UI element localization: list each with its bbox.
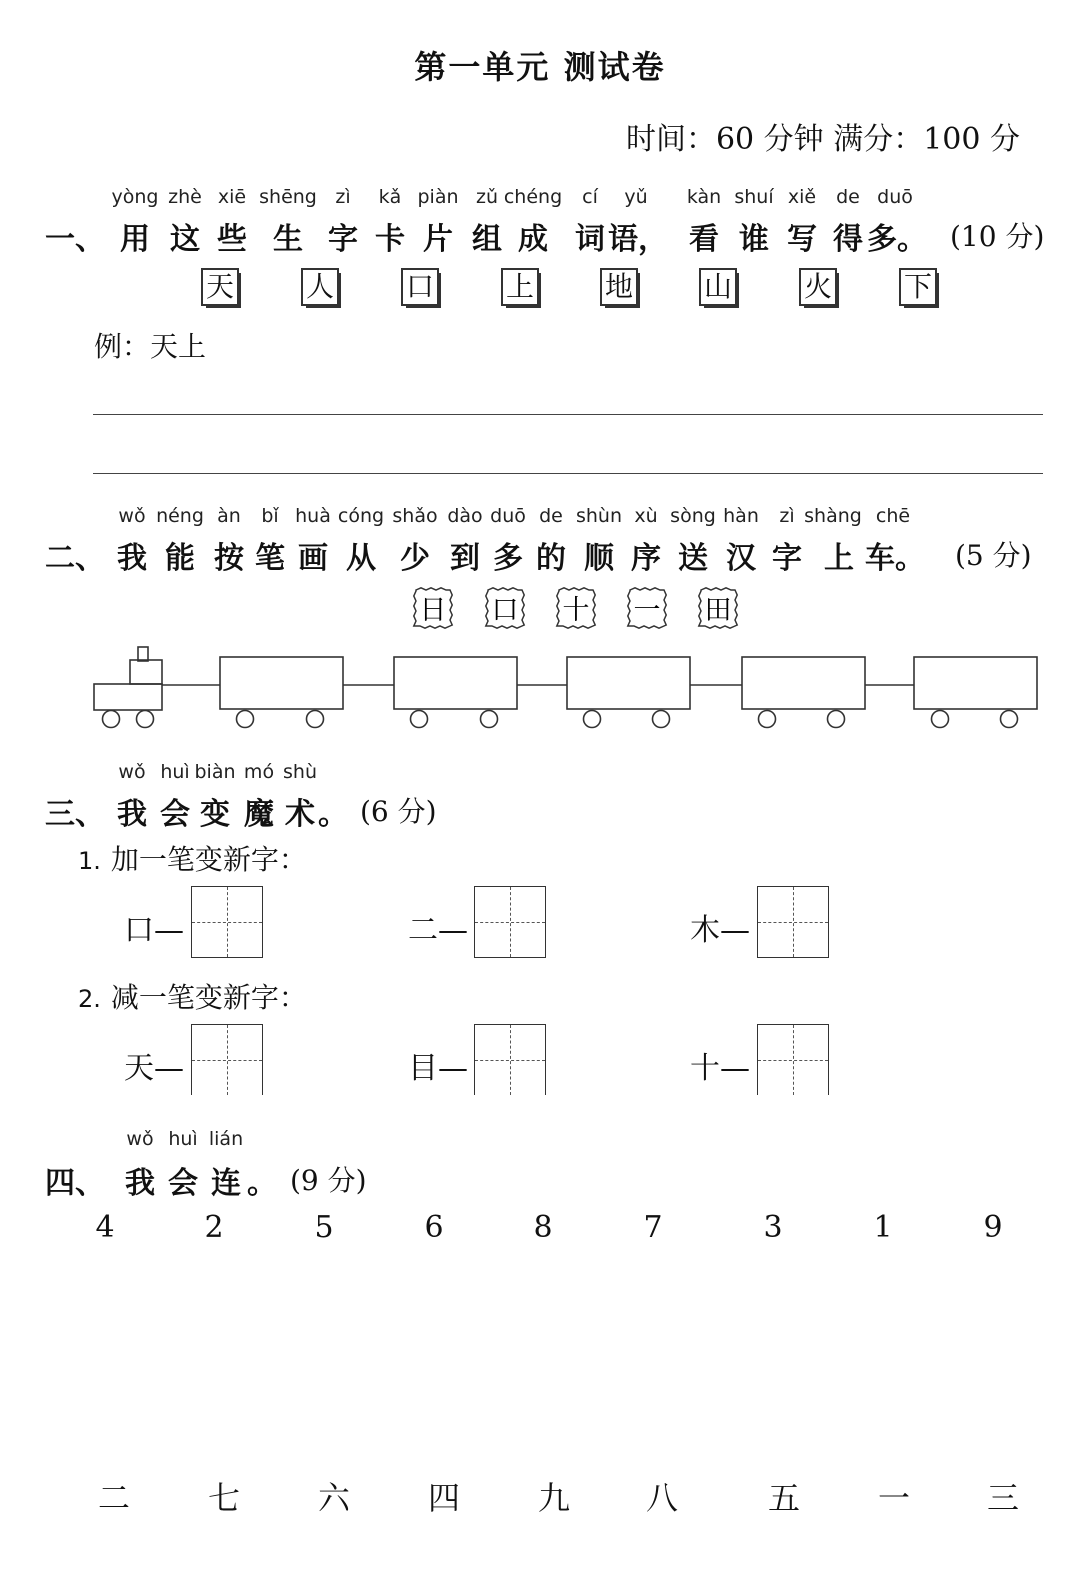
page-title: 第一单元 测试卷 [414, 48, 666, 86]
wavy-character-card[interactable] [486, 588, 524, 628]
heading-character: 卡 [375, 222, 405, 257]
time-and-score: 时间：60 分钟 满分：100 分 [625, 122, 1020, 157]
chinese-number[interactable]: 二 [97, 1479, 131, 1517]
heading-character: 变 [200, 797, 230, 832]
answer-line-1[interactable] [93, 414, 1043, 415]
heading-character: 得 [833, 222, 863, 257]
train-car-5[interactable] [914, 657, 1037, 728]
add-stroke-source-1: 口— [124, 913, 184, 948]
pinyin-syllable: cóng [337, 505, 385, 527]
pinyin-syllable: de [836, 186, 860, 208]
chinese-number[interactable]: 五 [767, 1479, 801, 1517]
heading-character: 术 [285, 797, 315, 832]
heading-character: 多 [493, 541, 523, 576]
wavy-character-card[interactable] [699, 588, 737, 628]
heading-character: 。 [318, 797, 348, 832]
pinyin-syllable: bǐ [261, 505, 279, 527]
pinyin-syllable: kàn [686, 186, 722, 208]
heading-character: 我 [117, 541, 147, 576]
pinyin-syllable: wǒ [126, 1128, 154, 1150]
heading-character: 字 [328, 222, 358, 257]
remove-stroke-source-3: 十— [690, 1051, 750, 1086]
example-text: 例：天上 [94, 330, 207, 363]
heading-character: 组 [472, 222, 502, 257]
chinese-number[interactable]: 九 [537, 1479, 571, 1517]
section-2-number: 二、 [45, 541, 105, 576]
character-card[interactable]: 山 [699, 268, 737, 306]
question-3-2-label: 减一笔变新字： [110, 981, 307, 1014]
heading-character: 的 [536, 541, 566, 576]
pinyin-syllable: zì [335, 186, 351, 208]
pinyin-syllable: wǒ [118, 505, 146, 527]
section-1-score: (10 分) [950, 220, 1045, 253]
question-3-1-label: 加一笔变新字： [110, 843, 307, 876]
pinyin-syllable: kǎ [378, 186, 402, 208]
wavy-card-character: 一 [633, 595, 661, 626]
question-3-1-number: 1. [78, 847, 101, 875]
pinyin-syllable: wǒ [118, 761, 146, 783]
heading-character: 能 [165, 541, 195, 576]
heading-character: 我 [125, 1166, 155, 1201]
chinese-number[interactable]: 四 [427, 1479, 461, 1517]
question-3-2 [78, 976, 307, 1016]
remove-stroke-source-1: 天— [124, 1051, 184, 1086]
arabic-number[interactable]: 8 [533, 1210, 553, 1245]
train-car-2[interactable] [394, 657, 517, 728]
pinyin-syllable: shǎo [392, 505, 438, 527]
pinyin-syllable: duō [490, 505, 526, 527]
wavy-character-card[interactable] [414, 588, 452, 628]
heading-character: 词 [575, 222, 605, 257]
train-diagram [0, 580, 1080, 740]
heading-character: 按 [214, 541, 244, 576]
heading-character: 成 [518, 222, 548, 257]
question-3-1 [78, 838, 307, 878]
wavy-card-character: 日 [419, 595, 447, 626]
train-car-4[interactable] [742, 657, 865, 728]
heading-character: 写 [787, 222, 817, 257]
chinese-number[interactable]: 八 [645, 1479, 679, 1517]
train-engine [94, 647, 162, 728]
arabic-number[interactable]: 4 [95, 1210, 115, 1245]
heading-character: 多。 [867, 222, 927, 257]
arabic-number[interactable]: 6 [424, 1210, 444, 1245]
heading-character: 序 [631, 541, 661, 576]
heading-character: 笔 [255, 541, 285, 576]
pinyin-syllable: shuí [734, 186, 774, 208]
chinese-number[interactable]: 一 [877, 1479, 911, 1517]
character-card[interactable]: 口 [401, 268, 439, 306]
arabic-number[interactable]: 1 [873, 1210, 893, 1245]
heading-character: 上 [824, 541, 854, 576]
character-card[interactable]: 上 [501, 268, 539, 306]
question-3-2-number: 2. [78, 985, 101, 1013]
heading-character: 魔 [244, 797, 274, 832]
heading-character: 这 [170, 222, 200, 257]
heading-character: 用 [120, 222, 150, 257]
add-stroke-source-3: 木— [690, 913, 750, 948]
pinyin-syllable: lián [208, 1128, 244, 1150]
pinyin-syllable: néng [156, 505, 204, 527]
wavy-character-card[interactable] [557, 588, 595, 628]
heading-character: 语， [608, 222, 668, 257]
remove-stroke-answer-box-2[interactable] [474, 1024, 546, 1095]
section-3-number: 三、 [45, 797, 105, 832]
heading-character: 会 [160, 797, 190, 832]
heading-character: 字 [772, 541, 802, 576]
wavy-card-character: 十 [562, 595, 590, 626]
pinyin-syllable: mó [243, 761, 275, 783]
wavy-card-character: 口 [491, 595, 519, 626]
section-3-score: (6 分) [360, 795, 437, 828]
arabic-number[interactable]: 3 [763, 1210, 783, 1245]
pinyin-syllable: biàn [194, 761, 236, 783]
wavy-character-card[interactable] [628, 588, 666, 628]
heading-character: 少 [400, 541, 430, 576]
heading-character: 连 [211, 1166, 241, 1201]
heading-character: 我 [117, 797, 147, 832]
pinyin-syllable: huì [160, 761, 190, 783]
heading-character: 顺 [584, 541, 614, 576]
section-1-number: 一、 [45, 222, 105, 257]
arabic-number[interactable]: 5 [314, 1210, 334, 1245]
pinyin-syllable: xiě [787, 186, 817, 208]
character-card[interactable]: 天 [201, 268, 239, 306]
pinyin-syllable: huà [295, 505, 331, 527]
section-2-score: (5 分) [955, 539, 1032, 572]
pinyin-syllable: zhè [168, 186, 202, 208]
pinyin-syllable: shù [283, 761, 317, 783]
heading-character: 片 [423, 222, 453, 257]
character-card[interactable]: 下 [899, 268, 937, 306]
train-car-3[interactable] [567, 657, 690, 728]
pinyin-syllable: shùn [575, 505, 623, 527]
pinyin-syllable: hàn [723, 505, 759, 527]
heading-character: 些 [217, 222, 247, 257]
pinyin-syllable: sòng [670, 505, 716, 527]
add-stroke-answer-box-2[interactable] [474, 886, 546, 958]
pinyin-syllable: zǔ [475, 186, 499, 208]
character-card[interactable]: 人 [301, 268, 339, 306]
arabic-number[interactable]: 9 [983, 1210, 1003, 1245]
chinese-number[interactable]: 三 [986, 1479, 1020, 1517]
heading-character: 会 [168, 1166, 198, 1201]
heading-character: 。 [247, 1166, 277, 1201]
pinyin-syllable: dào [447, 505, 483, 527]
heading-character: 汉 [726, 541, 756, 576]
pinyin-syllable: huì [168, 1128, 198, 1150]
arabic-number[interactable]: 2 [204, 1210, 224, 1245]
pinyin-syllable: chē [875, 505, 911, 527]
heading-character: 车。 [865, 541, 925, 576]
pinyin-syllable: zì [779, 505, 795, 527]
section-4-number: 四、 [45, 1166, 105, 1201]
pinyin-syllable: yòng [111, 186, 159, 208]
pinyin-syllable: shàng [804, 505, 862, 527]
add-stroke-source-2: 二— [408, 913, 468, 948]
character-card[interactable]: 火 [799, 268, 837, 306]
arabic-number[interactable]: 7 [643, 1210, 663, 1245]
remove-stroke-answer-box-1[interactable] [191, 1024, 263, 1095]
wavy-card-character: 田 [704, 595, 732, 626]
pinyin-syllable: xiē [217, 186, 247, 208]
add-stroke-answer-box-1[interactable] [191, 886, 263, 958]
pinyin-syllable: piàn [417, 186, 459, 208]
heading-character: 看 [689, 222, 719, 257]
pinyin-syllable: yǔ [624, 186, 648, 208]
pinyin-syllable: duō [877, 186, 913, 208]
heading-character: 谁 [739, 222, 769, 257]
pinyin-syllable: àn [217, 505, 241, 527]
pinyin-syllable: xù [634, 505, 658, 527]
heading-character: 到 [450, 541, 480, 576]
train-car-1[interactable] [220, 657, 343, 728]
pinyin-syllable: cí [582, 186, 598, 208]
chinese-number[interactable]: 七 [207, 1479, 241, 1517]
pinyin-syllable: de [539, 505, 563, 527]
character-card[interactable]: 地 [600, 268, 638, 306]
pinyin-syllable: chéng [503, 186, 563, 208]
answer-line-2[interactable] [93, 473, 1043, 474]
add-stroke-answer-box-3[interactable] [757, 886, 829, 958]
remove-stroke-answer-box-3[interactable] [757, 1024, 829, 1095]
heading-character: 生 [273, 222, 303, 257]
pinyin-syllable: shēng [259, 186, 317, 208]
chinese-number[interactable]: 六 [317, 1479, 351, 1517]
heading-character: 从 [346, 541, 376, 576]
heading-character: 画 [298, 541, 328, 576]
remove-stroke-source-2: 目— [408, 1051, 468, 1086]
section-4-score: (9 分) [290, 1164, 367, 1197]
heading-character: 送 [678, 541, 708, 576]
